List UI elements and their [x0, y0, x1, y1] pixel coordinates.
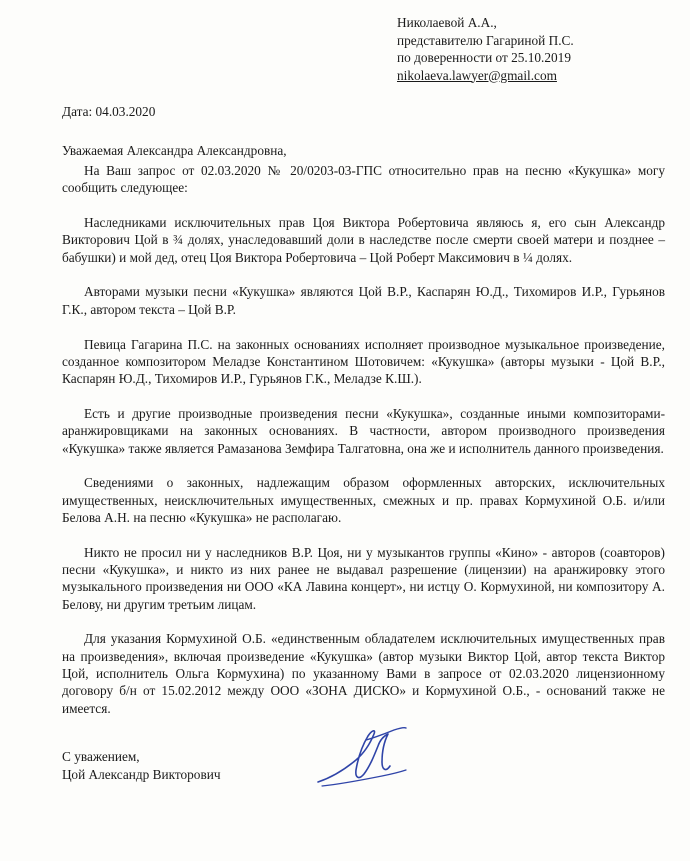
closing-regards: С уважением,	[62, 749, 140, 764]
greeting: Уважаемая Александра Александровна,	[62, 143, 287, 158]
paragraph-no-license: Никто не просил ни у наследников В.Р. Цоя, ни у музыкантов группы «Кино» - авторов (соавторов) песни «Кукушка», и никто из них ранее не выдавал разрешение (лицензии) на аранжировку этого музыкального произведения ни ООО «КА Лавина концерт», ни истцу О. Кормухиной, ни композитору А. Белову, ни другим третьим лицам.	[62, 544, 665, 612]
signer-name: Цой Александр Викторович	[62, 767, 221, 782]
addressee-role: представителю Гагариной П.С.	[397, 32, 574, 48]
paragraph-derivatives: Есть и другие производные произведения песни «Кукушка», созданные иными композиторами-аранжировщиками на законных основаниях. В частности, автором производного произведения «Кукушка» также является Рамазанова Земфира Талгатовна, она же и исполнитель данного произведения.	[62, 405, 665, 456]
paragraph-singer: Певица Гагарина П.С. на законных основаниях исполняет производное музыкальное произведение, созданное композитором Меладзе Константином Шотовичем: «Кукушка» (авторы музыки - Цой В.Р., Каспарян Ю.Д., Тихомиров И.Р., Гурьянов Г.К., Меладзе К.Ш.).	[62, 336, 665, 387]
letter-date: Дата: 04.03.2020	[62, 104, 156, 119]
paragraph-heirs: Наследниками исключительных прав Цоя Виктора Робертовича являюсь я, его сын Александр Викторович Цой в ¾ долях, унаследовавший доли в наследстве после смерти своей матери и позднее – бабушки) и мой дед, отец Цоя Виктора Робертовича – Цой Роберт Максимович в ¼ долях.	[62, 215, 665, 265]
addressee-block	[397, 14, 574, 84]
paragraph-no-grounds: Для указания Кормухиной О.Б. «единственным обладателем исключительных имущественных прав на произведения», включая произведение «Кукушка» (автор музыки Виктор Цой, автор текста Виктор Цой, исполнитель Ольга Кормухина) по указанному Вами в запросе от 02.03.2020 лицензионному договору б/н от 15.02.2012 между ООО «ЗОНА ДИСКО» и Кормухиной О.Б., - оснований также не имеется.	[62, 631, 665, 716]
letter-body	[62, 162, 665, 734]
paragraph-rights-info: Сведениями о законных, надлежащим образом оформленных авторских, исключительных имущественных, неисключительных имущественных, смежных и пр. правах Кормухиной О.Б. и/или Белова А.Н. на песню «Кукушка» не располагаю.	[62, 475, 665, 525]
addressee-email-link[interactable]: nikolaeva.lawyer@gmail.com	[397, 67, 557, 83]
closing-block	[62, 748, 221, 784]
signature-icon	[312, 720, 412, 790]
paragraph-intro: На Ваш запрос от 02.03.2020 № 20/0203-03-ГПС относительно прав на песню «Кукушка» могу сообщить следующее:	[62, 163, 665, 196]
addressee-name: Николаевой А.А.,	[397, 15, 497, 30]
addressee-authority: по доверенности от 25.10.2019	[397, 50, 571, 65]
paragraph-authors: Авторами музыки песни «Кукушка» являются Цой В.Р., Каспарян Ю.Д., Тихомиров И.Р., Гурьянов Г.К., автором текста – Цой В.Р.	[62, 284, 665, 317]
